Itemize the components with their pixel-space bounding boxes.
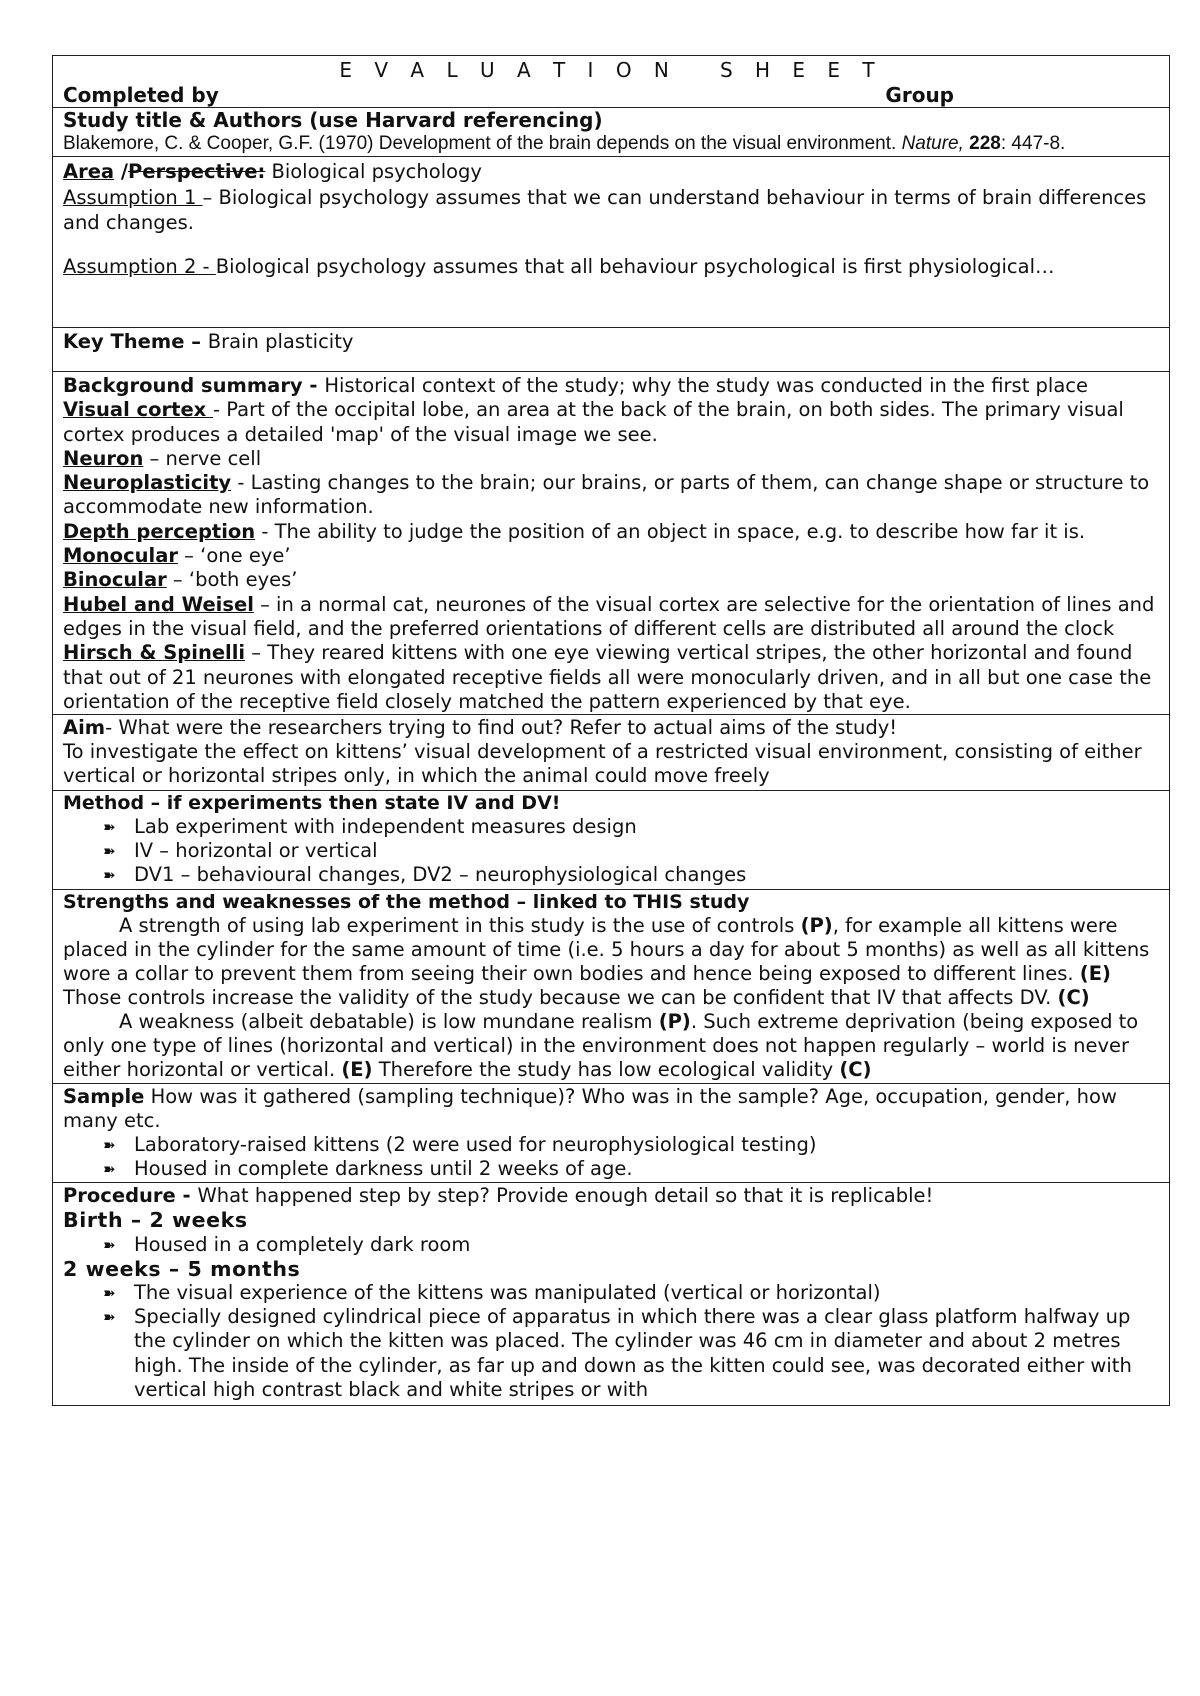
term-definition: – ‘both eyes’ (166, 568, 298, 592)
list-item: ➽ Laboratory-raised kittens (2 were used for neurophysiological testing) (103, 1133, 817, 1157)
term-definition: - Lasting changes to the brain; our brains, or parts of them, can change shape or structure to accommodate new information. (63, 471, 1150, 519)
assumption-1-text: – Biological psychology assumes that we can understand behaviour in terms of brain differences and changes. (63, 185, 1147, 234)
study-citation (63, 132, 1159, 156)
assumption-2 (63, 254, 1159, 280)
term-label: Neuroplasticity (63, 471, 232, 495)
arrow-bullet-icon: ➽ (103, 1308, 116, 1327)
sample-section (52, 1084, 1170, 1183)
strengths-weaknesses-section (52, 890, 1170, 1084)
list-item: ➽ Housed in complete darkness until 2 weeks of age. (103, 1157, 633, 1181)
sample-list (63, 1133, 1159, 1181)
arrow-bullet-icon: ➽ (103, 1136, 116, 1155)
term-binocular (63, 568, 1159, 592)
citation-volume: 228 (969, 133, 1001, 154)
term-neuroplasticity (63, 471, 1159, 520)
arrow-bullet-icon: ➽ (103, 842, 116, 861)
term-label: Hirsch & Spinelli (63, 641, 246, 665)
term-neuron (63, 447, 1159, 471)
procedure-section (52, 1183, 1170, 1406)
arrow-bullet-icon: ➽ (103, 1283, 116, 1302)
term-label: Binocular (63, 568, 167, 592)
phase-1-list (63, 1233, 1159, 1257)
procedure-header (63, 1184, 1159, 1208)
key-theme-section (52, 328, 1170, 372)
evaluation-sheet (52, 55, 1170, 1406)
background-section (52, 372, 1170, 715)
study-title-section (52, 108, 1170, 157)
term-label: Depth perception (63, 519, 256, 543)
term-label: Monocular (63, 544, 178, 568)
procedure-prompt: What happened step by step? Provide enough detail so that it is replicable! (197, 1184, 934, 1208)
term-label: Neuron (63, 446, 144, 470)
assumption-2-label: Assumption 2 - (63, 254, 216, 278)
term-depth-perception (63, 520, 1159, 544)
term-hirsch-spinelli (63, 641, 1159, 714)
term-definition: - Part of the occipital lobe, an area at the back of the brain, on both sides. The primary visual cortex produces a detailed 'map' of the visual image we see. (63, 398, 1124, 446)
aim-section (52, 715, 1170, 791)
term-definition: - The ability to judge the position of an object in space, e.g. to describe how far it is. (255, 519, 1086, 543)
citation-pages: : 447-8. (1000, 133, 1066, 154)
phase-heading: 2 weeks – 5 months (63, 1256, 301, 1281)
aim-text: To investigate the effect on kittens’ visual development of a restricted visual environment, consisting of either vertical or horizontal stripes only, in which the animal could move freely (63, 740, 1142, 788)
term-monocular (63, 544, 1159, 568)
aim-label: Aim (63, 716, 106, 740)
citation-journal: Nature, (901, 133, 964, 154)
area-slash: / (114, 160, 129, 183)
background-header (63, 374, 1159, 398)
completed-by-line (63, 83, 1159, 107)
list-item: ➽ The visual experience of the kittens was manipulated (vertical or horizontal) (103, 1280, 881, 1304)
assumption-1-label: Assumption 1 (63, 185, 203, 209)
aim-header (63, 716, 1159, 740)
area-value: Biological psychology (265, 160, 482, 183)
area-label: Area (63, 160, 115, 183)
key-theme-label: Key Theme – (63, 330, 208, 353)
arrow-bullet-icon: ➽ (103, 1160, 116, 1179)
assumption-2-text: Biological psychology assumes that all behaviour psychological is first physiological… (215, 254, 1055, 278)
list-item: ➽ Housed in a completely dark room (103, 1232, 471, 1256)
term-label: Visual cortex (63, 398, 214, 422)
list-item: ➽ IV – horizontal or vertical (103, 839, 378, 863)
strength-paragraph: A strength of using lab experiment in this study is the use of controls (P), for example all kittens were placed in the cylinder for the same amount of time (i.e. 5 hours a day for about 5 months) as well as all kittens wore a collar to prevent them from seeing their own bodies and hence being exposed to different lines. (E) Those controls increase the validity of the study because we can be confident that IV that affects DV. (C) (63, 914, 1150, 1010)
sample-header (63, 1085, 1159, 1133)
sheet-title: E V A L U A T I O N S H E E T (339, 58, 883, 82)
term-label: Hubel and Weisel (63, 592, 254, 616)
sample-label: Sample (63, 1085, 145, 1109)
method-section (52, 791, 1170, 890)
term-definition: – They reared kittens with one eye viewing vertical stripes, the other horizontal and found that out of 21 neurones with elongated receptive fields all were monocularly driven, and in all but one case the orientation of the receptive field closely matched the pattern experienced by that eye. (63, 641, 1152, 713)
term-hubel-weisel (63, 593, 1159, 642)
area-section (52, 157, 1170, 328)
arrow-bullet-icon: ➽ (103, 866, 116, 885)
area-line (63, 159, 1159, 185)
arrow-bullet-icon: ➽ (103, 1235, 116, 1254)
assumption-1 (63, 185, 1159, 236)
method-list (63, 815, 1159, 887)
term-visual-cortex (63, 398, 1159, 447)
perspective-label: Perspective: (128, 160, 266, 183)
arrow-bullet-icon: ➽ (103, 818, 116, 837)
list-item: ➽ DV1 – behavioural changes, DV2 – neurophysiological changes (103, 863, 747, 887)
sheet-header (52, 55, 1170, 108)
strengths-label: Strengths and weaknesses of the method – linked to THIS study (63, 891, 750, 914)
sample-prompt: How was it gathered (sampling technique)? Who was in the sample? Age, occupation, gender, how many etc. (63, 1085, 1117, 1133)
background-label: Background summary - (63, 374, 325, 397)
citation-text: Blakemore, C. & Cooper, G.F. (1970) Development of the brain depends on the visual environment. (63, 133, 902, 154)
phase-2-list (63, 1281, 1159, 1402)
study-title-label: Study title & Authors (use Harvard referencing) (63, 108, 603, 132)
key-theme-value: Brain plasticity (207, 330, 354, 353)
term-definition: – in a normal cat, neurones of the visual cortex are selective for the orientation of lines and edges in the visual field, and the preferred orientations of different cells are distributed all around the clock (63, 592, 1155, 640)
background-prompt: Historical context of the study; why the study was conducted in the first place (324, 374, 1089, 397)
term-definition: – nerve cell (143, 446, 262, 470)
aim-prompt: - What were the researchers trying to find out? Refer to actual aims of the study! (105, 716, 898, 740)
list-item: ➽ Specially designed cylindrical piece of apparatus in which there was a clear glass platform halfway up the cylinder on which the kitten was placed. The cylinder was 46 cm in diameter and about 2 metres high. The inside of the cylinder, as far up and down as the kitten could see, was decorated either with vertical high contrast black and white stripes or with (103, 1305, 1132, 1401)
completed-by-label: Completed by (63, 83, 219, 107)
procedure-label: Procedure - (63, 1184, 198, 1208)
weakness-paragraph: A weakness (albeit debatable) is low mundane realism (P). Such extreme deprivation (being exposed to only one type of lines (horizontal and vertical) in the environment does not happen regularly – world is never either horizontal or vertical. (E) Therefore the study has low ecological validity (C) (63, 1010, 1139, 1082)
term-definition: – ‘one eye’ (177, 544, 291, 568)
phase-heading: Birth – 2 weeks (63, 1208, 248, 1233)
list-item: ➽ Lab experiment with independent measures design (103, 815, 637, 839)
method-label: Method – if experiments then state IV and DV! (63, 792, 561, 815)
group-label: Group (885, 83, 954, 107)
